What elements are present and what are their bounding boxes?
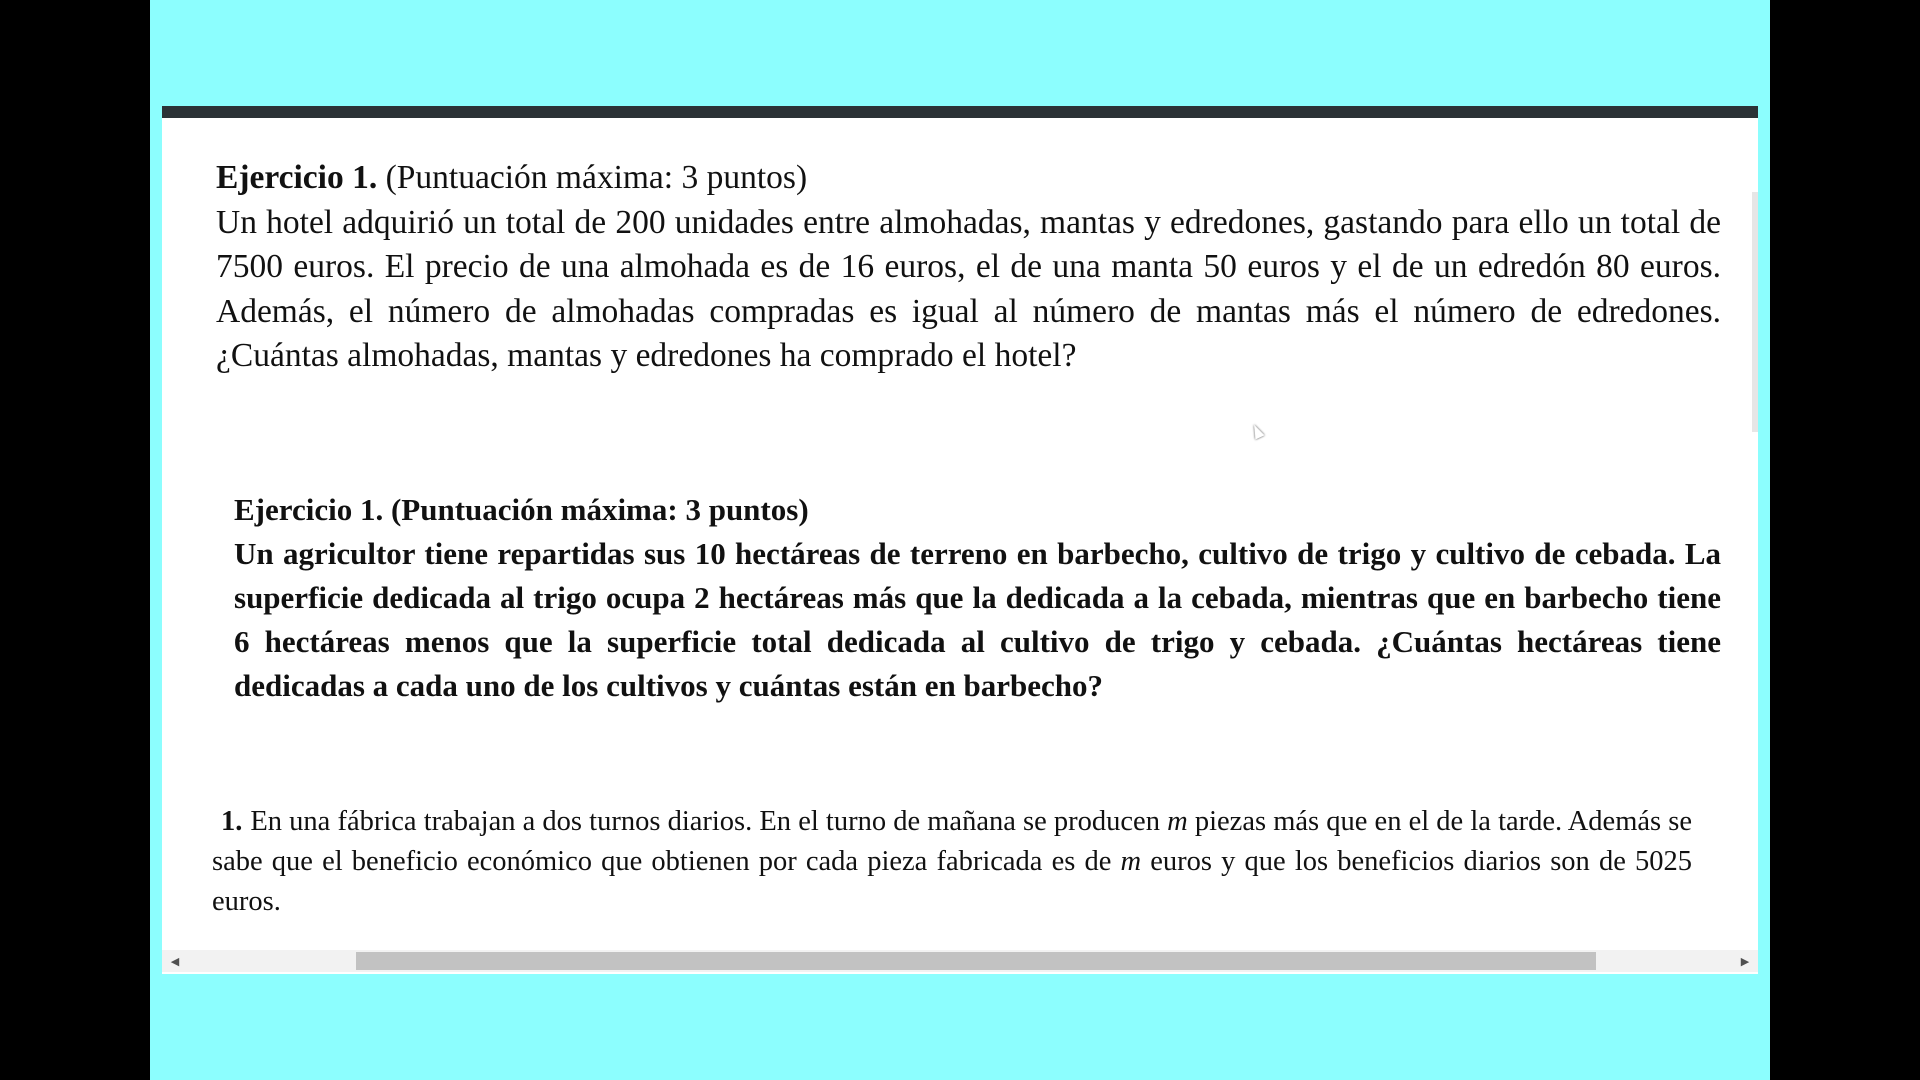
exercise-hotel xyxy=(216,156,1721,379)
exercise-heading-points: (Puntuación máxima: 3 puntos) xyxy=(385,159,808,196)
exercise-agricultor xyxy=(234,488,1721,708)
document-content[interactable] xyxy=(162,118,1758,936)
scrollbar-thumb[interactable] xyxy=(356,952,1596,970)
exercise-heading-label: Ejercicio 1. xyxy=(234,492,384,527)
exercise-number: 1. xyxy=(221,806,243,837)
document-viewer xyxy=(162,106,1758,974)
scroll-right-button[interactable] xyxy=(1734,950,1756,972)
exercise-text: Un hotel adquirió un total de 200 unidades entre almohadas, mantas y edredones, gastando para ello un total de 7500 euros. El precio de una almohada es de 16 euros, el de una manta 50 euros y el de un edredón 80 euros. Además, el número de almohadas compradas es igual al número de mantas más el número de edredones. ¿Cuántas almohadas, mantas y edredones ha comprado el hotel? xyxy=(216,203,1721,374)
exercise-text-part-3: euros y que los beneficios diarios son de 5025 euros. xyxy=(212,846,1692,917)
triangle-right-icon: ▶ xyxy=(1740,954,1750,968)
math-variable-m: m xyxy=(1120,846,1142,877)
triangle-left-icon: ◀ xyxy=(170,954,180,968)
exercise-fabrica xyxy=(212,802,1692,922)
vertical-scroll-edge[interactable] xyxy=(1752,192,1758,432)
exercise-text-part-1: En una fábrica trabajan a dos turnos diarios. En el turno de mañana se producen xyxy=(250,806,1168,837)
mouse-cursor-icon xyxy=(1250,423,1265,440)
viewer-top-bar xyxy=(162,106,1758,118)
exercise-heading-points: (Puntuación máxima: 3 puntos) xyxy=(390,492,809,527)
horizontal-scrollbar[interactable] xyxy=(162,950,1758,972)
exercise-heading xyxy=(216,156,1721,201)
exercise-heading xyxy=(234,488,1721,532)
exercise-text xyxy=(212,802,1692,922)
exercise-text-part-2: piezas más que en el de la tarde. Además se sabe que el beneficio económico que obtienen por cada pieza fabricada es de xyxy=(212,806,1692,877)
exercise-heading-label: Ejercicio 1. xyxy=(216,159,378,196)
exercise-text: Un agricultor tiene repartidas sus 10 hectáreas de terreno en barbecho, cultivo de trigo y cultivo de cebada. La superficie dedicada al trigo ocupa 2 hectáreas más que la dedicada a la cebada, mientras que en barbecho tiene 6 hectáreas menos que la superficie total dedicada al cultivo de trigo y cebada. ¿Cuántas hectáreas tiene dedicadas a cada uno de los cultivos y cuántas están en barbecho? xyxy=(234,536,1721,703)
scroll-left-button[interactable] xyxy=(164,950,186,972)
math-variable-m: m xyxy=(1167,806,1188,837)
